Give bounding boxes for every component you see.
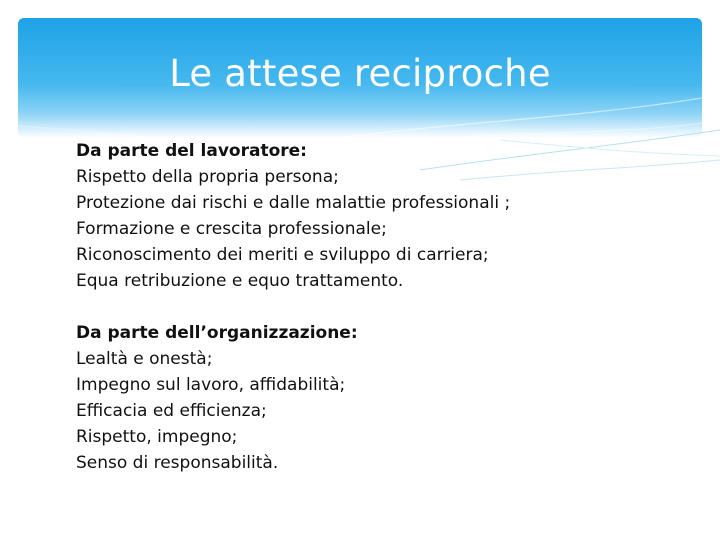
list-item: Impegno sul lavoro, affidabilità; bbox=[76, 375, 346, 395]
list-item: Equa retribuzione e equo trattamento. bbox=[76, 271, 404, 291]
list-item: Rispetto della propria persona; bbox=[76, 167, 339, 187]
section-organization bbox=[76, 320, 636, 476]
list-item: Formazione e crescita professionale; bbox=[76, 219, 387, 239]
section-worker bbox=[76, 138, 636, 294]
list-item: Efficacia ed efficienza; bbox=[76, 401, 267, 421]
slide-title: Le attese reciproche bbox=[169, 52, 551, 95]
list-item: Protezione dai rischi e dalle malattie professionali ; bbox=[76, 193, 511, 213]
section-heading: Da parte del lavoratore: bbox=[76, 141, 307, 161]
section-spacer bbox=[76, 294, 636, 320]
list-item: Lealtà e onestà; bbox=[76, 349, 213, 369]
list-item: Riconoscimento dei meriti e sviluppo di carriera; bbox=[76, 245, 489, 265]
section-heading: Da parte dell’organizzazione: bbox=[76, 323, 358, 343]
list-item: Rispetto, impegno; bbox=[76, 427, 238, 447]
list-item: Senso di responsabilità. bbox=[76, 453, 279, 473]
slide-body bbox=[76, 138, 636, 476]
